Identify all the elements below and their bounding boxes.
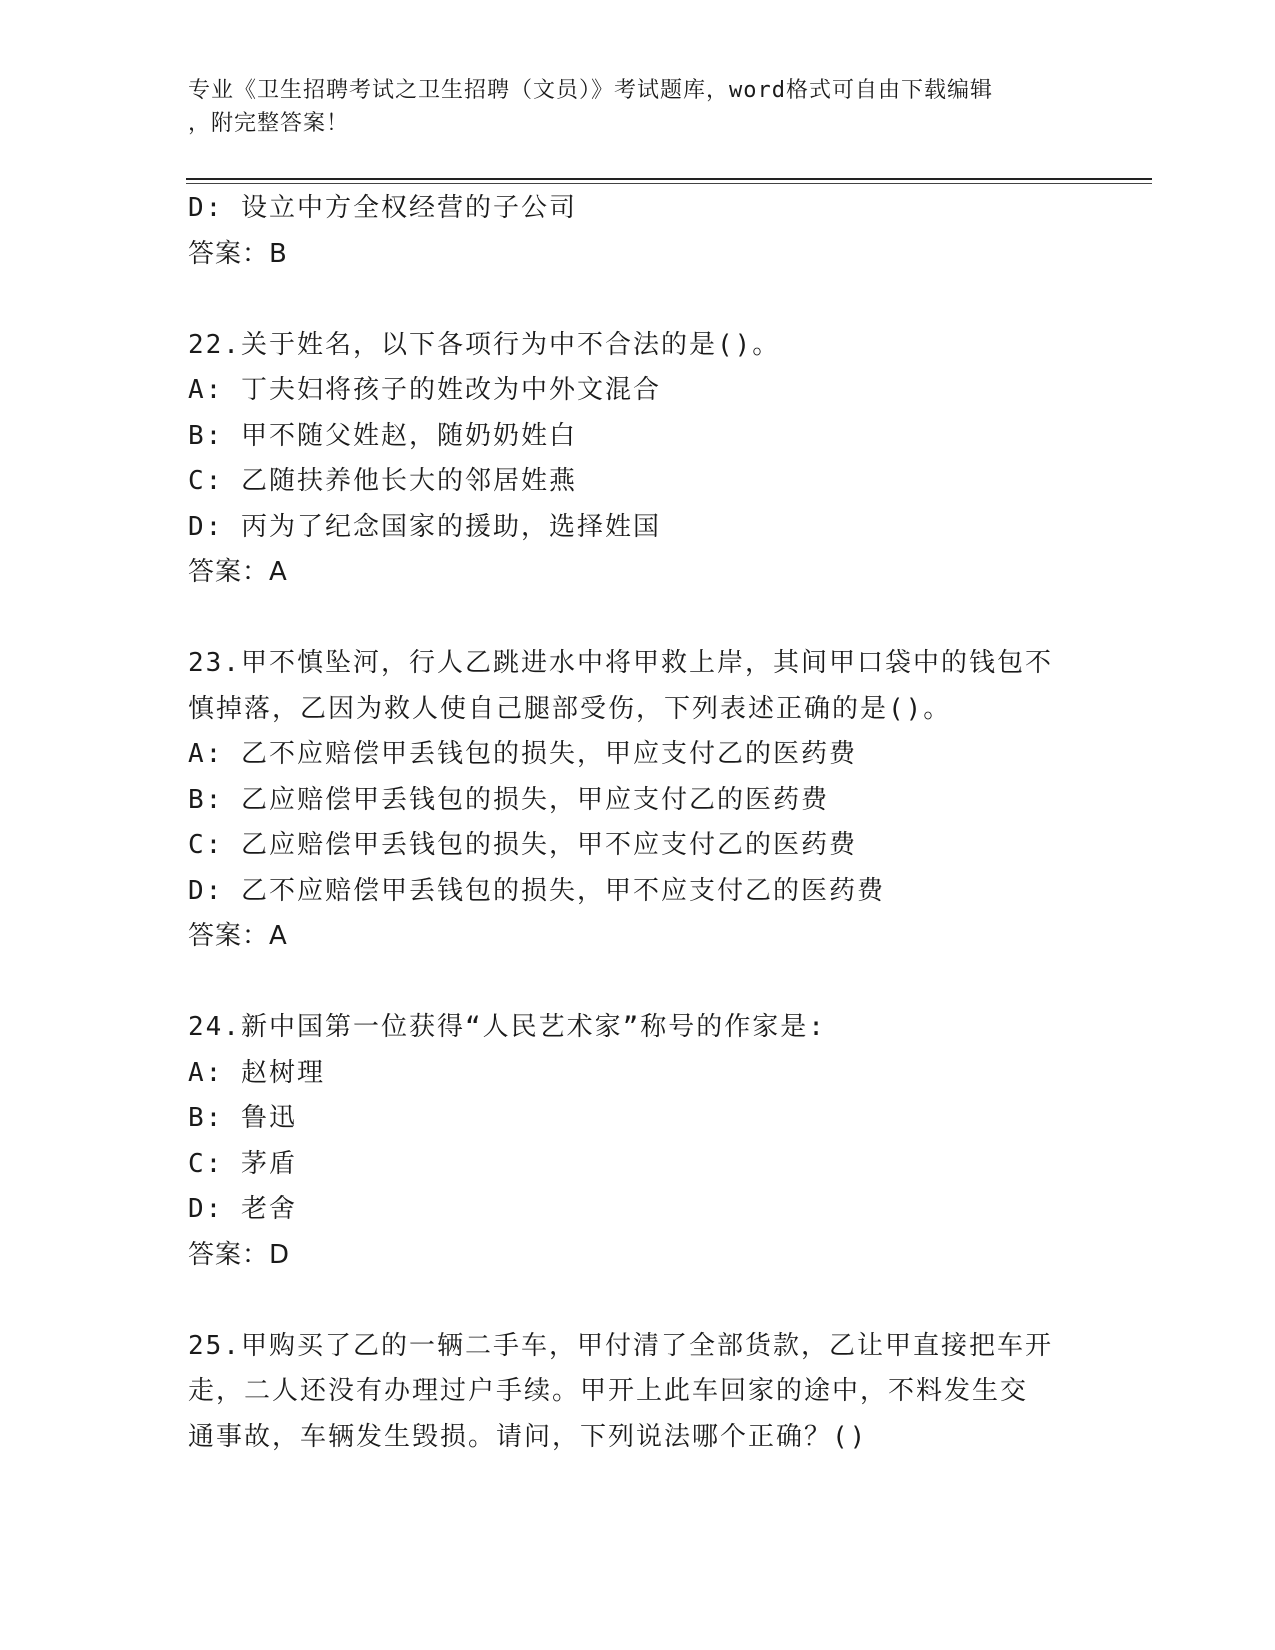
answer: 答案：A xyxy=(188,921,288,951)
answer: 答案：B xyxy=(188,238,288,269)
header-divider-thick xyxy=(186,178,1152,180)
spacer xyxy=(188,1278,1108,1324)
question-stem-line-3: 通事故，车辆发生毁损。请问，下列说法哪个正确？() xyxy=(188,1421,868,1452)
option-d: D: 丙为了纪念国家的援助，选择姓国 xyxy=(188,511,661,542)
question-21-tail xyxy=(188,186,1108,277)
question-stem-line-1: 25.甲购买了乙的一辆二手车，甲付清了全部货款，乙让甲直接把车开 xyxy=(188,1330,1053,1361)
question-stem-line-2: 慎掉落，乙因为救人使自己腿部受伤，下列表述正确的是()。 xyxy=(188,693,952,724)
option-a: A: 丁夫妇将孩子的姓改为中外文混合 xyxy=(188,375,661,405)
question-stem-line-1: 23.甲不慎坠河，行人乙跳进水中将甲救上岸，其间甲口袋中的钱包不 xyxy=(188,648,1053,678)
answer: 答案：D xyxy=(188,1239,291,1270)
header-line-1: 专业《卫生招聘考试之卫生招聘（文员）》考试题库，word格式可自由下载编辑 xyxy=(188,78,993,103)
question-stem: 24.新中国第一位获得“人民艺术家”称号的作家是: xyxy=(188,1012,826,1042)
option-a: A: 赵树理 xyxy=(188,1057,325,1088)
answer: 答案：A xyxy=(188,557,288,587)
option-d: D: 乙不应赔偿甲丢钱包的损失，甲不应支付乙的医药费 xyxy=(188,875,885,906)
document-header xyxy=(188,74,1088,140)
question-stem-line-2: 走，二人还没有办理过户手续。甲开上此车回家的途中，不料发生交 xyxy=(188,1376,1029,1406)
header-divider-thin xyxy=(186,183,1152,184)
spacer xyxy=(188,277,1108,323)
question-stem: 22.关于姓名，以下各项行为中不合法的是()。 xyxy=(188,329,781,360)
question-25 xyxy=(188,1324,1108,1461)
spacer xyxy=(188,960,1108,1006)
question-22 xyxy=(188,323,1108,596)
question-23 xyxy=(188,641,1108,960)
spacer xyxy=(188,596,1108,642)
option-c: C: 乙随扶养他长大的邻居姓燕 xyxy=(188,466,577,496)
option-d: D: 老舍 xyxy=(188,1194,297,1224)
question-24 xyxy=(188,1005,1108,1278)
option-b: B: 甲不随父姓赵，随奶奶姓白 xyxy=(188,420,577,451)
option-a: A: 乙不应赔偿甲丢钱包的损失，甲应支付乙的医药费 xyxy=(188,739,857,769)
option-b: B: 乙应赔偿甲丢钱包的损失，甲应支付乙的医药费 xyxy=(188,784,829,815)
option-c: C: 茅盾 xyxy=(188,1148,297,1179)
option-d: D: 设立中方全权经营的子公司 xyxy=(188,193,577,223)
header-line-2: ，附完整答案！ xyxy=(188,111,350,136)
question-list xyxy=(188,186,1108,1460)
option-b: B: 鲁迅 xyxy=(188,1103,297,1133)
option-c: C: 乙应赔偿甲丢钱包的损失，甲不应支付乙的医药费 xyxy=(188,830,857,860)
